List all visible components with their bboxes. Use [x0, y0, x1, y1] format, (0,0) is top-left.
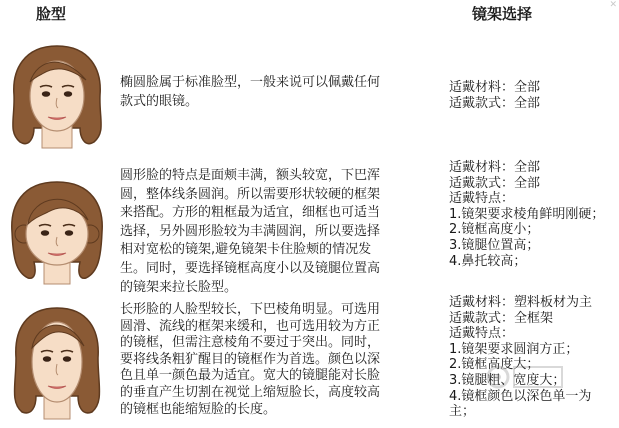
- long-desc-line: 要将线条粗犷醒目的镜框作为首选。颜色以深: [120, 351, 381, 367]
- round-frame-line: 2.镜框高度小；: [449, 222, 540, 238]
- oval-desc-line: 椭圆脸属于标准脸型，一般来说可以佩戴任何: [120, 75, 381, 90]
- round-desc-line: 选择，另外圆形脸较为丰满圆润，所以要选择: [120, 223, 381, 239]
- watermark-logo: [486, 355, 566, 399]
- round-desc-line: 生。同时，要选择镜框高度小以及镜腿位置高: [120, 260, 381, 276]
- round-desc-line: 相对宽松的镜架,避免镜架卡住脸颊的情况发: [120, 242, 372, 258]
- long-frame-line: 适戴特点：: [449, 326, 515, 342]
- round-frame-line: 适戴材料：全部: [449, 160, 541, 175]
- face-shape-header: 脸型: [36, 5, 67, 23]
- round-frame-line: 1.镜架要求棱角鲜明刚硬；: [449, 206, 605, 222]
- oval-frame-line: 适戴款式：全部: [449, 95, 541, 111]
- long-face-illustration: [2, 302, 112, 420]
- long-desc-line: 长形脸的人脸型较长，下巴棱角明显。可选用: [120, 302, 381, 317]
- oval-desc-line: 款式的眼镜。: [120, 93, 199, 109]
- long-frame-line: 2.镜框高度大；: [449, 357, 540, 373]
- round-face-illustration: [2, 174, 112, 286]
- round-desc-line: 的镜架来拉长脸型。: [120, 279, 238, 295]
- oval-face-description: [120, 74, 442, 111]
- long-desc-line: 的镜框，但需注意棱角不要过于突出。同时，: [120, 335, 381, 351]
- oval-face-illustration: [2, 40, 112, 150]
- frame-choice-header: 镜架选择: [472, 5, 533, 23]
- round-frame-line: 适戴款式：全部: [449, 175, 541, 191]
- long-frame-line: 1.镜架要求圆润方正；: [449, 341, 579, 357]
- round-frame-line: 3.镜腿位置高；: [449, 237, 540, 253]
- round-desc-line: 圆，整体线条圆润。所以需要形状较硬的框架: [120, 186, 381, 202]
- long-desc-line: 色且单一颜色最为适宜。宽大的镜腿能对长脸: [120, 368, 381, 384]
- round-frame-line: 4.鼻托较高；: [449, 253, 527, 269]
- long-frame-line: 4.镜框颜色以深色单一为主；: [449, 388, 592, 420]
- round-frame-recommendation: [449, 160, 617, 269]
- long-frame-line: 3.镜腿粗、宽度大；: [449, 372, 566, 388]
- long-face-description: [120, 302, 442, 418]
- long-desc-line: 圆滑、流线的框架来缓和，也可选用较为方正: [120, 318, 381, 334]
- round-face-description: [120, 167, 442, 297]
- oval-frame-line: 适戴材料：全部: [449, 80, 541, 95]
- oval-frame-recommendation: [449, 80, 617, 111]
- round-desc-line: 圆形脸的特点是面颊丰满，额头较宽，下巴浑: [120, 168, 381, 183]
- long-frame-line: 适戴材料：塑料板材为主: [449, 295, 593, 310]
- long-desc-line: 的垂直产生切割在视觉上缩短脸长，高度较高: [120, 384, 381, 400]
- round-frame-line: 适戴特点：: [449, 191, 515, 207]
- long-desc-line: 的镜框也能缩短脸的长度。: [120, 401, 277, 417]
- corner-mark: ✕: [609, 0, 617, 10]
- long-frame-line: 适戴款式：全框架: [449, 310, 554, 326]
- round-desc-line: 来搭配。方形的粗框最为适宜，细框也可适当: [120, 205, 381, 221]
